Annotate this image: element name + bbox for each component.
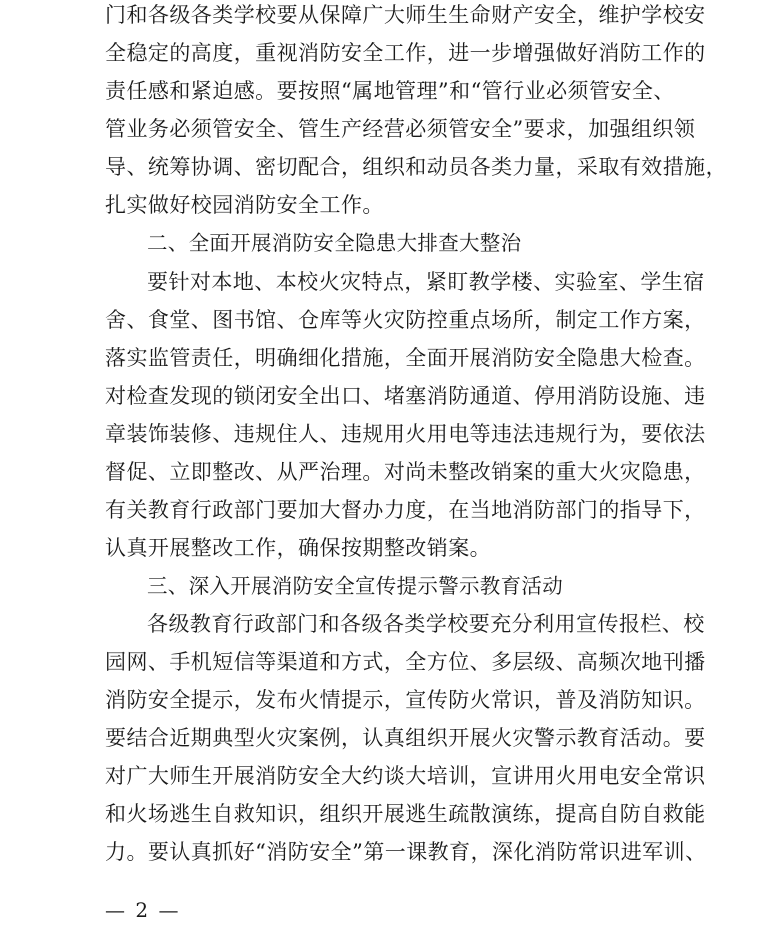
body-text-line: 责任感和紧迫感。要按照“属地管理”和“管行业必须管安全、 xyxy=(105,79,675,103)
body-text-line: 章装饰装修、违规住人、违规用火用电等违法违规行为，要依法 xyxy=(105,422,706,446)
paragraph-first-line: 各级教育行政部门和各级各类学校要充分利用宣传报栏、校 xyxy=(147,612,705,636)
body-text-line: 消防安全提示，发布火情提示，宣传防火常识，普及消防知识。 xyxy=(105,688,706,712)
body-text-line: 对广大师生开展消防安全大约谈大培训，宣讲用火用电安全常识 xyxy=(105,764,706,788)
paragraph-first-line: 要针对本地、本校火灾特点，紧盯教学楼、实验室、学生宿 xyxy=(147,270,705,294)
page-number: — 2 — xyxy=(105,898,181,922)
body-text-line: 有关教育行政部门要加大督办力度，在当地消防部门的指导下， xyxy=(105,498,706,522)
body-text-line: 导、统筹协调、密切配合，组织和动员各类力量，采取有效措施， xyxy=(105,155,728,179)
section-heading-3: 三、深入开展消防安全宣传提示警示教育活动 xyxy=(147,574,563,598)
body-text-line: 扎实做好校园消防安全工作。 xyxy=(105,193,384,217)
body-text-line: 园网、手机短信等渠道和方式，全方位、多层级、高频次地刊播 xyxy=(105,650,706,674)
body-text-line: 力。要认真抓好“消防安全”第一课教育，深化消防常识进军训、 xyxy=(105,840,707,864)
body-text-line: 认真开展整改工作，确保按期整改销案。 xyxy=(105,536,492,560)
body-text-line: 舍、食堂、图书馆、仓库等火灾防控重点场所，制定工作方案， xyxy=(105,308,706,332)
section-heading-2: 二、全面开展消防安全隐患大排查大整治 xyxy=(147,231,522,255)
body-text-line: 全稳定的高度，重视消防安全工作，进一步增强做好消防工作的 xyxy=(105,41,706,65)
body-text-line: 门和各级各类学校要从保障广大师生生命财产安全，维护学校安 xyxy=(105,3,706,27)
body-text-line: 督促、立即整改、从严治理。对尚未整改销案的重大火灾隐患， xyxy=(105,460,706,484)
body-text-line: 管业务必须管安全、管生产经营必须管安全”要求，加强组织领 xyxy=(105,117,696,141)
body-text-line: 对检查发现的锁闭安全出口、堵塞消防通道、停用消防设施、违 xyxy=(105,384,706,408)
body-text-line: 落实监管责任，明确细化措施，全面开展消防安全隐患大检查。 xyxy=(105,346,706,370)
body-text-line: 要结合近期典型火灾案例，认真组织开展火灾警示教育活动。要 xyxy=(105,726,706,750)
body-text-line: 和火场逃生自救知识，组织开展逃生疏散演练，提高自防自救能 xyxy=(105,802,706,826)
